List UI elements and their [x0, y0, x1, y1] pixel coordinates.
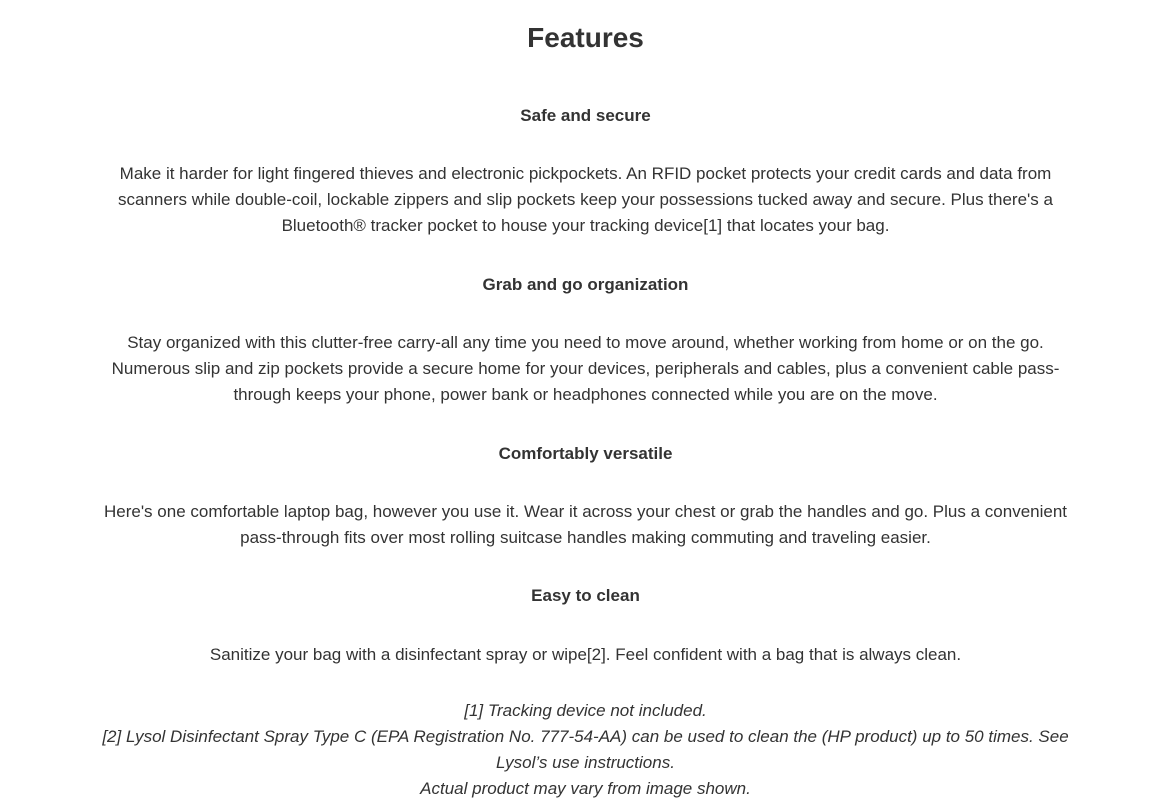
- footnote-1: [1] Tracking device not included.: [464, 701, 707, 720]
- feature-safe-and-secure: [0, 105, 1171, 239]
- feature-heading: Easy to clean: [531, 586, 640, 605]
- feature-description-line: Bluetooth® tracker pocket to house your tracking device[1] that locates your bag.: [281, 216, 890, 235]
- page-title: Features: [527, 22, 644, 53]
- feature-description-line: Sanitize your bag with a disinfectant spray or wipe[2]. Feel confident with a bag that is always clean.: [209, 645, 962, 664]
- feature-description: [0, 161, 1171, 239]
- feature-comfortably-versatile: [0, 443, 1171, 551]
- feature-description: [0, 642, 1171, 668]
- feature-description-line: Here's one comfortable laptop bag, however you use it. Wear it across your chest or grab the handles and go. Plus a convenient: [103, 502, 1068, 521]
- feature-description-line: through keeps your phone, power bank or headphones connected while you are on the move.: [233, 385, 938, 404]
- feature-easy-to-clean: [0, 585, 1171, 668]
- footnote-2-continued: Lysol’s use instructions.: [496, 753, 675, 772]
- feature-heading: Safe and secure: [520, 106, 651, 125]
- feature-description-line: Make it harder for light fingered thieves and electronic pickpockets. An RFID pocket protects your credit cards and data from: [119, 164, 1052, 183]
- feature-heading: Grab and go organization: [482, 275, 689, 294]
- footnote-2: [2] Lysol Disinfectant Spray Type C (EPA Registration No. 777-54-AA) can be used to clean the (HP product) up to 50 times. See: [102, 727, 1069, 746]
- footnotes: [81, 698, 1091, 802]
- feature-grab-and-go-organization: [0, 274, 1171, 408]
- feature-description: [0, 499, 1171, 551]
- image-disclaimer: Actual product may vary from image shown.: [420, 779, 751, 798]
- feature-heading: Comfortably versatile: [498, 444, 673, 463]
- feature-description-line: scanners while double-coil, lockable zippers and slip pockets keep your possessions tucked away and secure. Plus there's a: [118, 190, 1053, 209]
- feature-description: [0, 330, 1171, 408]
- feature-description-line: pass-through fits over most rolling suitcase handles making commuting and traveling easier.: [240, 528, 931, 547]
- feature-description-line: Stay organized with this clutter-free carry-all any time you need to move around, whether working from home or on the go.: [127, 333, 1044, 352]
- feature-description-line: Numerous slip and zip pockets provide a secure home for your devices, peripherals and cables, plus a convenient cable pass-: [111, 359, 1060, 378]
